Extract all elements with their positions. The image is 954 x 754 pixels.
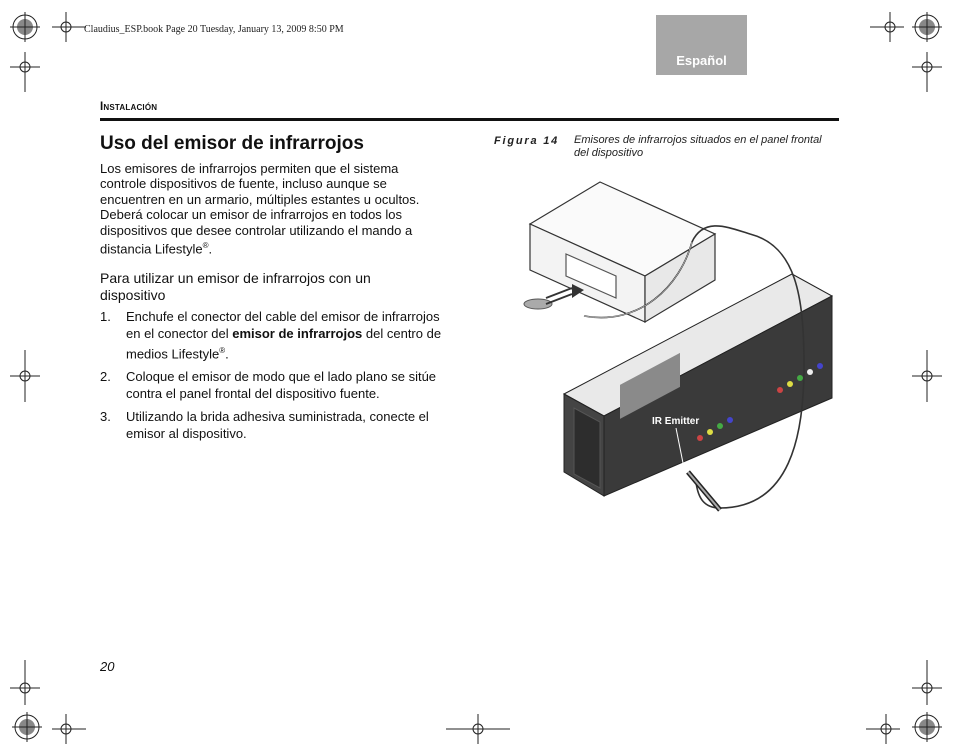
crosshair-mark-bottom-left-side [10, 660, 40, 705]
figure-caption-text: Emisores de infrarrojos situados en el panel frontal del dispositivo [574, 134, 822, 160]
ir-emitter-callout: IR Emitter [652, 416, 700, 427]
ir-emitter-head [524, 284, 584, 309]
registered-mark: ® [202, 241, 209, 251]
intro-paragraph [100, 161, 445, 257]
step-text: Enchufe el conector del cable del emisor de infrarrojos en el conector del [126, 309, 440, 341]
registration-mark-bottom-right [912, 712, 942, 742]
steps-list [100, 308, 450, 448]
language-tab-label: Español [676, 53, 727, 68]
section-label: Instalación [100, 101, 158, 113]
step-bold-term: emisor de infrarrojos [232, 326, 363, 341]
step-text: Coloque el emisor de modo que el lado plano se sitúe contra el panel frontal del dispositivo fuente. [126, 369, 437, 402]
crosshair-mark-top-right-side [912, 52, 942, 92]
step-text: Utilizando la brida adhesiva suministrada, conecte el emisor al dispositivo. [126, 409, 429, 442]
step-number: 3. [100, 409, 111, 425]
step-3 [100, 408, 450, 442]
registration-mark-top-left [10, 12, 40, 42]
crosshair-mark-bottom-right-side [912, 660, 942, 705]
ir-emitter-illustration [520, 176, 840, 516]
registered-mark: ® [219, 346, 226, 355]
ir-emitter-plug [688, 472, 720, 510]
step-text-cont: del centro de medios Lifestyle [126, 326, 442, 362]
figure-label: Figura 14 [494, 135, 560, 147]
print-stamp: Claudius_ESP.book Page 20 Tuesday, January 13, 2009 8:50 PM [84, 24, 344, 35]
crosshair-mark-bottom-left [52, 714, 86, 744]
crosshair-mark-top-right [870, 12, 904, 42]
intro-end: . [208, 241, 213, 257]
language-tab [656, 15, 747, 75]
source-device [530, 182, 715, 322]
registration-mark-bottom-left [12, 712, 42, 742]
step-number: 1. [100, 309, 111, 324]
step-2 [100, 368, 450, 402]
page-number: 20 [100, 659, 115, 674]
crosshair-mark-middle-right [912, 350, 942, 402]
procedure-heading: Para utilizar un emisor de infrarrojos con un dispositivo [100, 270, 371, 303]
crosshair-mark-top-left [52, 12, 86, 42]
intro-text: Los emisores de infrarrojos permiten que el sistema controle dispositivos de fuente, incluso aunque se encuentren en un armario, múltiples estantes u ocultos. Deberá colocar un emisor de infrarrojos en todos los dispositivos que desee controlar utilizando el mando a distancia Lifestyle [100, 161, 420, 257]
crosshair-mark-bottom-center [446, 714, 510, 744]
crosshair-mark-middle-left [10, 350, 40, 402]
crosshair-mark-bottom-right [866, 714, 900, 744]
registration-mark-top-right [912, 12, 942, 42]
page-title: Uso del emisor de infrarrojos [100, 133, 364, 154]
crosshair-mark-top-left-side [10, 52, 40, 92]
step-1 [100, 308, 450, 362]
step-text-end: . [225, 346, 229, 362]
step-number: 2. [100, 369, 111, 385]
media-center [564, 274, 832, 496]
header-rule [100, 118, 839, 121]
